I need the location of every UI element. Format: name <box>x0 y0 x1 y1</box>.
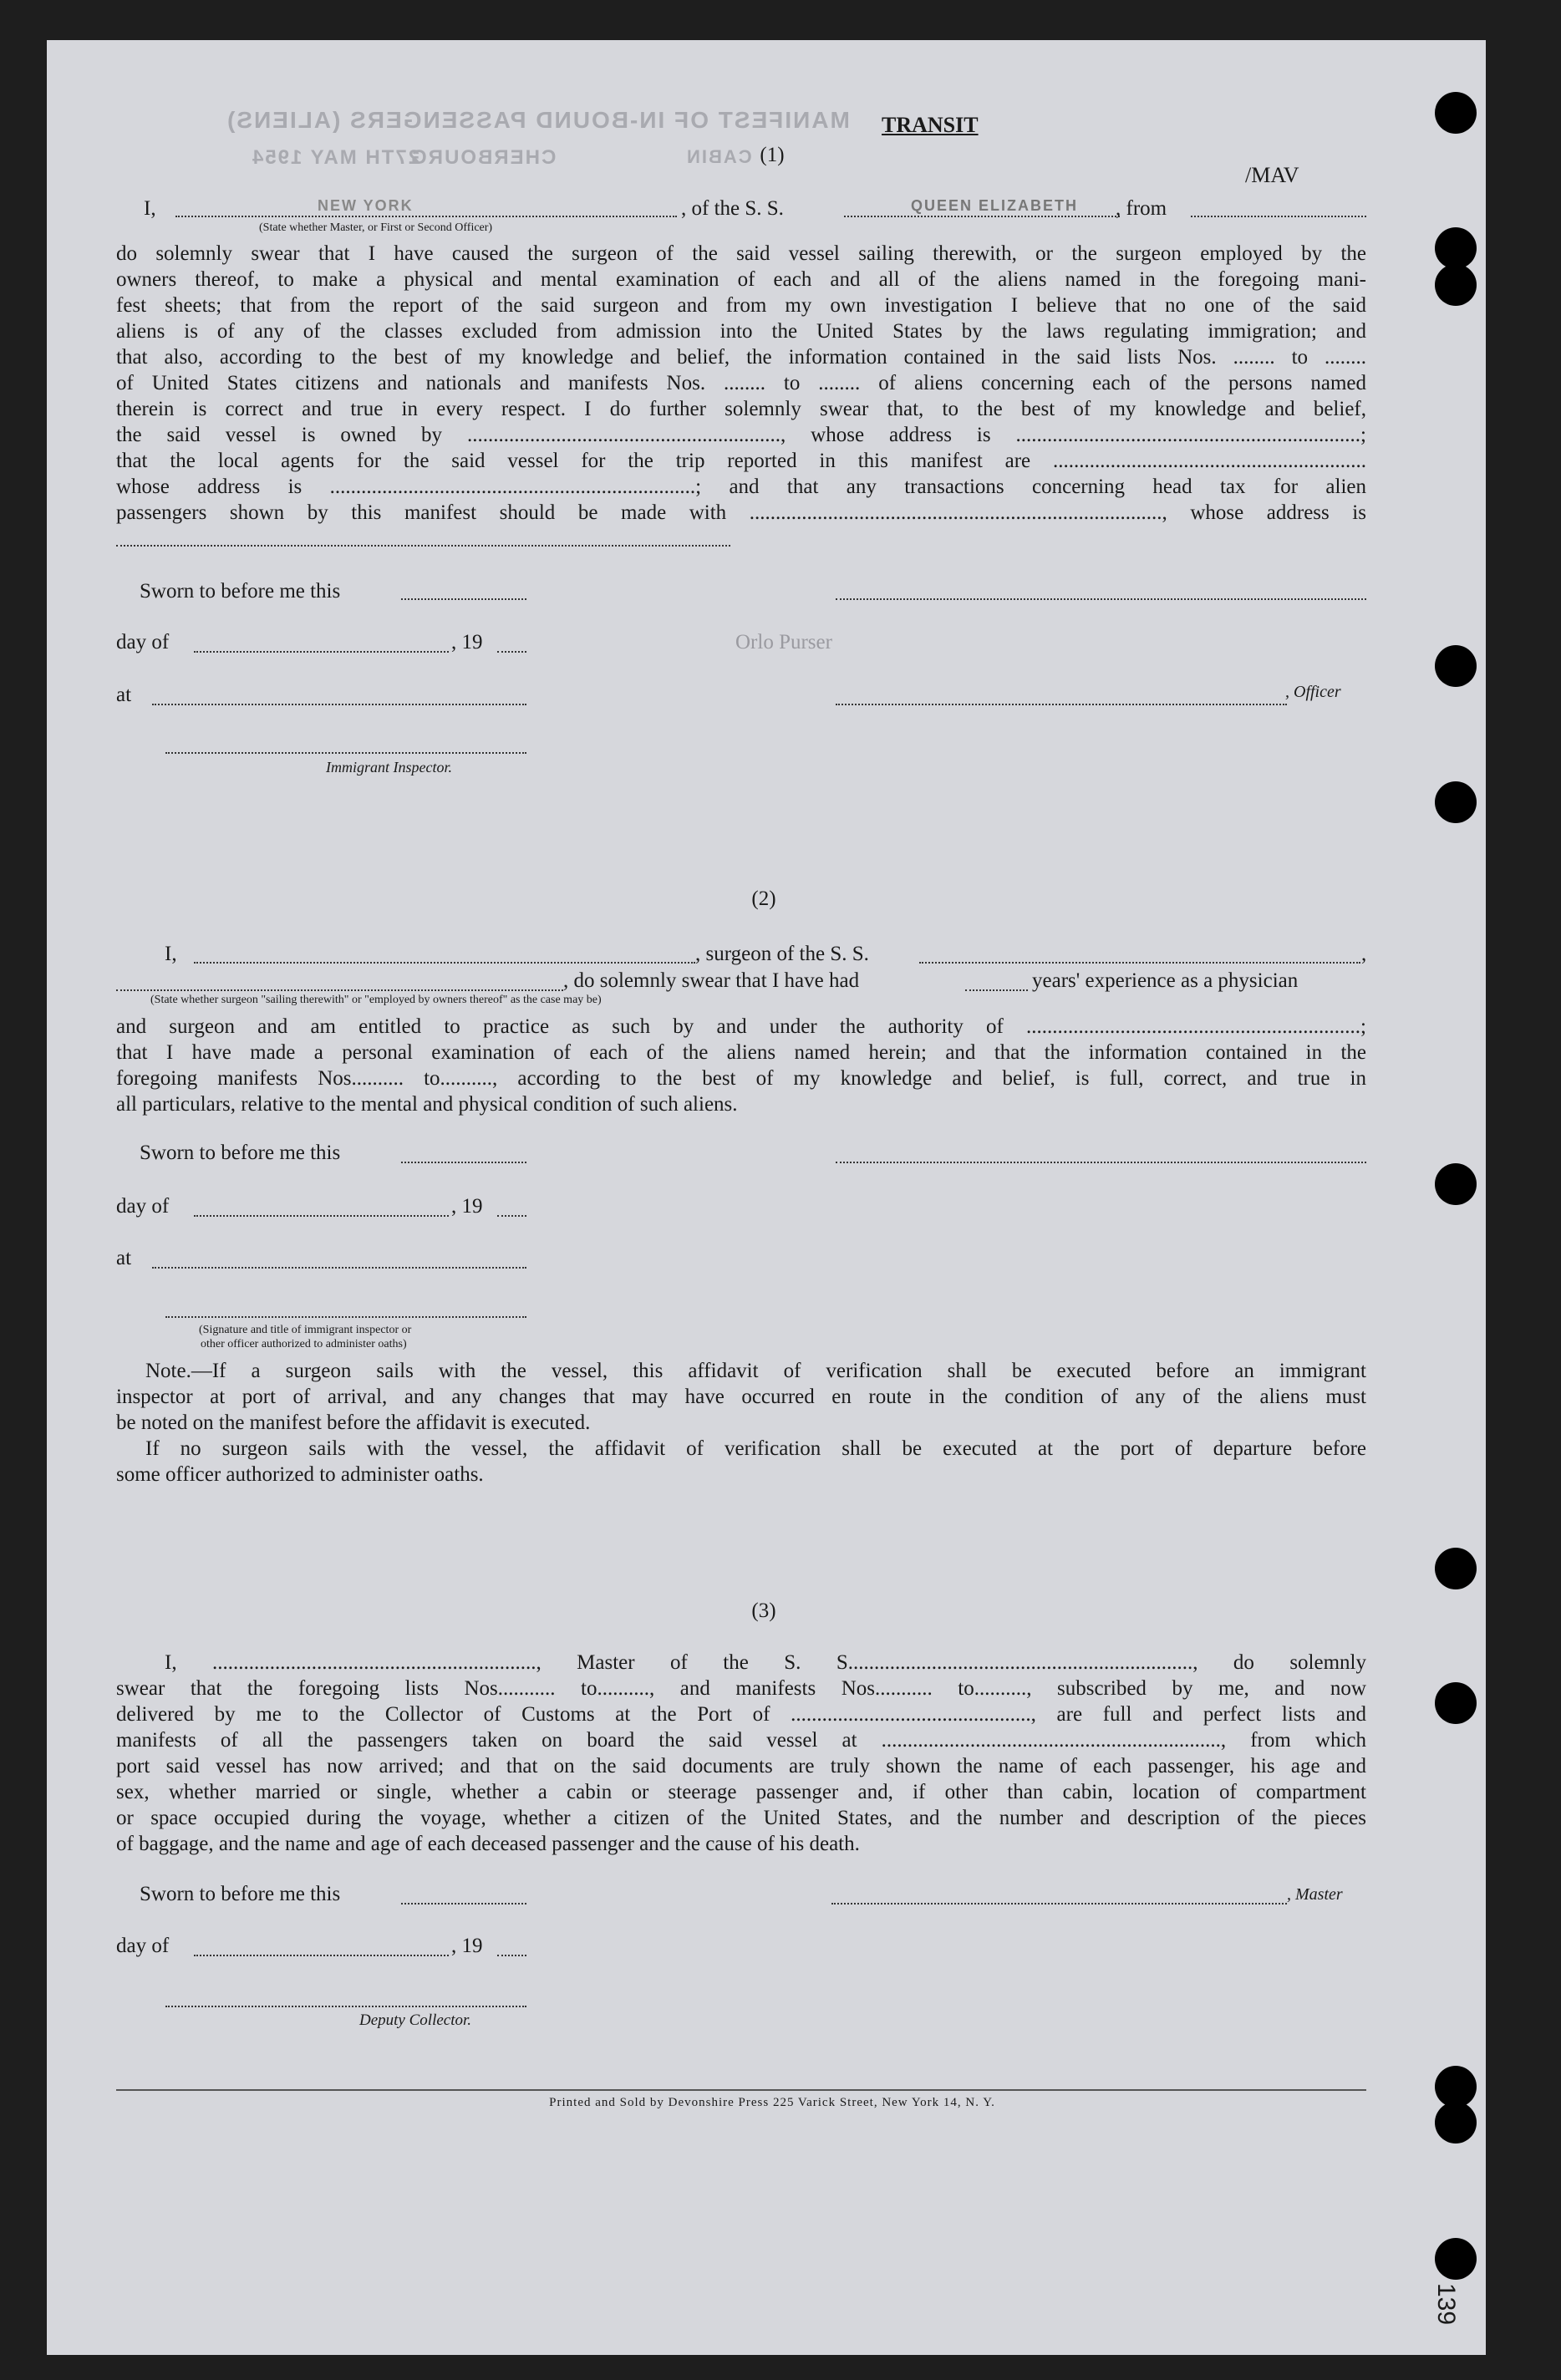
section-1-line-7: therein is correct and true in every respect. I do further solemnly swear that, to the best of my knowledge and belief, <box>116 398 1366 420</box>
inspector-signature-field[interactable] <box>165 1316 526 1318</box>
section-3-sworn: Sworn to before me this <box>140 1883 341 1905</box>
section-2-line-4: all particulars, relative to the mental and physical condition of such aliens. <box>116 1093 738 1116</box>
years-field[interactable] <box>965 989 1028 991</box>
section-2-line-2: that I have made a personal examination of each of the aliens named herein; and that the information contained in the <box>116 1041 1366 1064</box>
surgeon-role-field[interactable] <box>116 989 563 991</box>
section-2-sig-caption-1: (Signature and title of immigrant inspector or <box>199 1324 412 1336</box>
note-line-5: some officer authorized to administer oaths. <box>116 1463 484 1486</box>
of-ss-label: , of the S. S. <box>681 197 784 220</box>
ghost-class: CABIN <box>685 146 752 167</box>
section-3-line-6: sex, whether married or single, whether a cabin or steerage passenger and, if other than cabin, location of compartment <box>116 1781 1366 1803</box>
section-1-line-9: that the local agents for the said vessel for the trip reported in this manifest are ............................................................ <box>116 450 1366 472</box>
section-2-year-field[interactable] <box>497 1215 526 1217</box>
section-3-line-4: manifests of all the passengers taken on board the said vessel at ................................................................., from which <box>116 1729 1366 1752</box>
section-2-number: (2) <box>751 887 776 910</box>
section-1-line-2: owners thereof, to make a physical and mental examination of each and all of the aliens named in the foregoing mani- <box>116 268 1366 291</box>
deputy-collector-label: Deputy Collector. <box>359 2011 472 2029</box>
section-2-sworn: Sworn to before me this <box>140 1142 341 1164</box>
punch-hole-7 <box>1435 1548 1477 1589</box>
section-2-line-3: foregoing manifests Nos.......... to.........., according to the best of my knowledge and belief, is full, correct, and true in <box>116 1067 1366 1090</box>
section-1-number: (1) <box>760 144 785 166</box>
from-port-field[interactable] <box>1191 216 1366 217</box>
section-1-day-field[interactable] <box>194 651 449 653</box>
section-2-i: I, <box>165 943 177 965</box>
section-1-line-6: of United States citizens and nationals and manifests Nos. ........ to ........ of aliens concerning each of the persons named <box>116 372 1366 394</box>
from-label: , from <box>1116 197 1167 220</box>
punch-hole-10 <box>1435 2102 1477 2144</box>
section-3-line-2: swear that the foregoing lists Nos........... to.........., and manifests Nos........... to.........., subscribed by me, and now <box>116 1677 1366 1700</box>
section-2-sig-caption-2: other officer authorized to administer oaths) <box>201 1338 407 1350</box>
section-3-line-7: or space occupied during the voyage, whether a citizen of the United States, and the number and description of the pieces <box>116 1807 1366 1829</box>
section-2-at-field[interactable] <box>152 1267 526 1269</box>
officer-label: , Officer <box>1285 683 1341 701</box>
section-1-year: , 19 <box>451 631 483 653</box>
section-1-at-field[interactable] <box>152 704 526 705</box>
officer-signature-top-field[interactable] <box>836 598 1366 600</box>
deputy-collector-field[interactable] <box>165 2006 526 2007</box>
section-1-line-1: do solemnly swear that I have caused the surgeon of the said vessel sailing therewith, or the surgeon employed by the <box>116 242 1366 265</box>
section-2-day-field[interactable] <box>194 1215 449 1217</box>
ghost-ship: QUEEN ELIZABETH <box>911 197 1079 214</box>
note-line-2: inspector at port of arrival, and any changes that may have occurred en route in the condition of any of the aliens must <box>116 1386 1366 1408</box>
section-1-line-11: passengers shown by this manifest should be made with ..............................................................................., whose address is <box>116 501 1366 524</box>
section-2-sworn-field[interactable] <box>401 1162 526 1163</box>
note-line-1: Note.—If a surgeon sails with the vessel, this affidavit of verification shall be executed before an immigrant <box>145 1360 1366 1382</box>
immigrant-inspector-label: Immigrant Inspector. <box>326 759 452 776</box>
officer-signature-field[interactable] <box>836 704 1287 705</box>
section-3-line-5: port said vessel has now arrived; and that on the said documents are truly shown the name of each passenger, his age and <box>116 1755 1366 1777</box>
faint-signature: Orlo Purser <box>735 631 832 653</box>
ghost-title: MANIFEST OF IN-BOUND PASSENGERS (ALIENS) <box>226 107 850 133</box>
note-line-3: be noted on the manifest before the affidavit is executed. <box>116 1411 591 1434</box>
ghost-port: CHERBOURG <box>409 146 557 169</box>
surgeon-signature-field[interactable] <box>836 1162 1366 1163</box>
section-3-sworn-field[interactable] <box>401 1903 526 1905</box>
section-3-number: (3) <box>751 1599 776 1622</box>
section-1-line-10: whose address is ......................................................................; and that any transactions concerning head tax for alien <box>116 475 1366 498</box>
section-1-sworn-field[interactable] <box>401 598 526 600</box>
ship-name-field[interactable] <box>844 216 1120 217</box>
section-1-line-3: fest sheets; that from the report of the said surgeon and from my own investigation I believe that no one of the said <box>116 294 1366 317</box>
section-1-line-5: that also, according to the best of my knowledge and belief, the information contained in the said lists Nos. ........ to ........ <box>116 346 1366 369</box>
surgeon-comma: , <box>1361 943 1367 965</box>
surgeon-name-field[interactable] <box>194 962 695 964</box>
do-solemnly-label: , do solemnly swear that I have had <box>563 969 860 992</box>
section-2-at: at <box>116 1247 132 1269</box>
section-1-year-field[interactable] <box>497 651 526 653</box>
section-2-caption: (State whether surgeon "sailing therewith" or "employed by owners thereof" as the case may be) <box>150 994 602 1006</box>
footer-rule <box>116 2089 1366 2091</box>
section-1-line-8: the said vessel is owned by ............................................................, whose address is ..................................................................; <box>116 424 1366 446</box>
section-3-day-of: day of <box>116 1935 170 1957</box>
punch-hole-6 <box>1435 1163 1477 1205</box>
transit-stamp: TRANSIT <box>882 113 979 137</box>
section-3-day-field[interactable] <box>194 1955 449 1956</box>
surgeon-ship-field[interactable] <box>919 962 1360 964</box>
note-line-4: If no surgeon sails with the vessel, the affidavit of verification shall be executed at the port of departure before <box>145 1437 1366 1460</box>
immigrant-inspector-field[interactable] <box>165 752 526 754</box>
section-1-day-of: day of <box>116 631 170 653</box>
punch-hole-3 <box>1435 264 1477 306</box>
years-experience-label: years' experience as a physician <box>1032 969 1299 992</box>
section-2-line-1: and surgeon and am entitled to practice as such by and under the authority of ................................................................; <box>116 1015 1366 1038</box>
punch-hole-1 <box>1435 92 1477 134</box>
section-2-day-of: day of <box>116 1195 170 1218</box>
master-label: , Master <box>1287 1885 1343 1904</box>
master-signature-field[interactable] <box>831 1903 1287 1905</box>
master-name-field[interactable] <box>175 216 677 217</box>
ghost-port-from: NEW YORK <box>318 197 414 214</box>
punch-hole-2 <box>1435 227 1477 269</box>
section-3-line-1: I, .............................................................., Master of the S. S.................................................................., do solemnly <box>165 1651 1366 1674</box>
punch-hole-11 <box>1435 2238 1477 2280</box>
section-1-caption: (State whether Master, or First or Second Officer) <box>259 221 493 234</box>
corner-code: /MAV <box>1245 163 1299 187</box>
section-2-year: , 19 <box>451 1195 483 1218</box>
surgeon-of-ss-label: , surgeon of the S. S. <box>695 943 869 965</box>
punch-hole-8 <box>1435 1682 1477 1724</box>
section-3-year-field[interactable] <box>497 1955 526 1956</box>
address-continuation-field[interactable] <box>116 545 730 547</box>
printer-imprint: Printed and Sold by Devonshire Press 225 Varick Street, New York 14, N. Y. <box>549 2096 995 2109</box>
ghost-date: 27TH MAY 1954 <box>251 146 420 169</box>
punch-hole-5 <box>1435 781 1477 823</box>
section-3-year: , 19 <box>451 1935 483 1957</box>
page-number: 139 <box>1432 2282 1461 2326</box>
section-1-at: at <box>116 684 132 706</box>
section-1-i: I, <box>144 197 156 220</box>
section-3-line-3: delivered by me to the Collector of Customs at the Port of .............................................., are full and perfect lists and <box>116 1703 1366 1726</box>
section-1-sworn: Sworn to before me this <box>140 580 341 603</box>
section-3-line-8: of baggage, and the name and age of each deceased passenger and the cause of his death. <box>116 1833 860 1855</box>
punch-hole-4 <box>1435 645 1477 687</box>
section-1-line-4: aliens is of any of the classes excluded from admission into the United States by the laws regulating immigration; and <box>116 320 1366 343</box>
